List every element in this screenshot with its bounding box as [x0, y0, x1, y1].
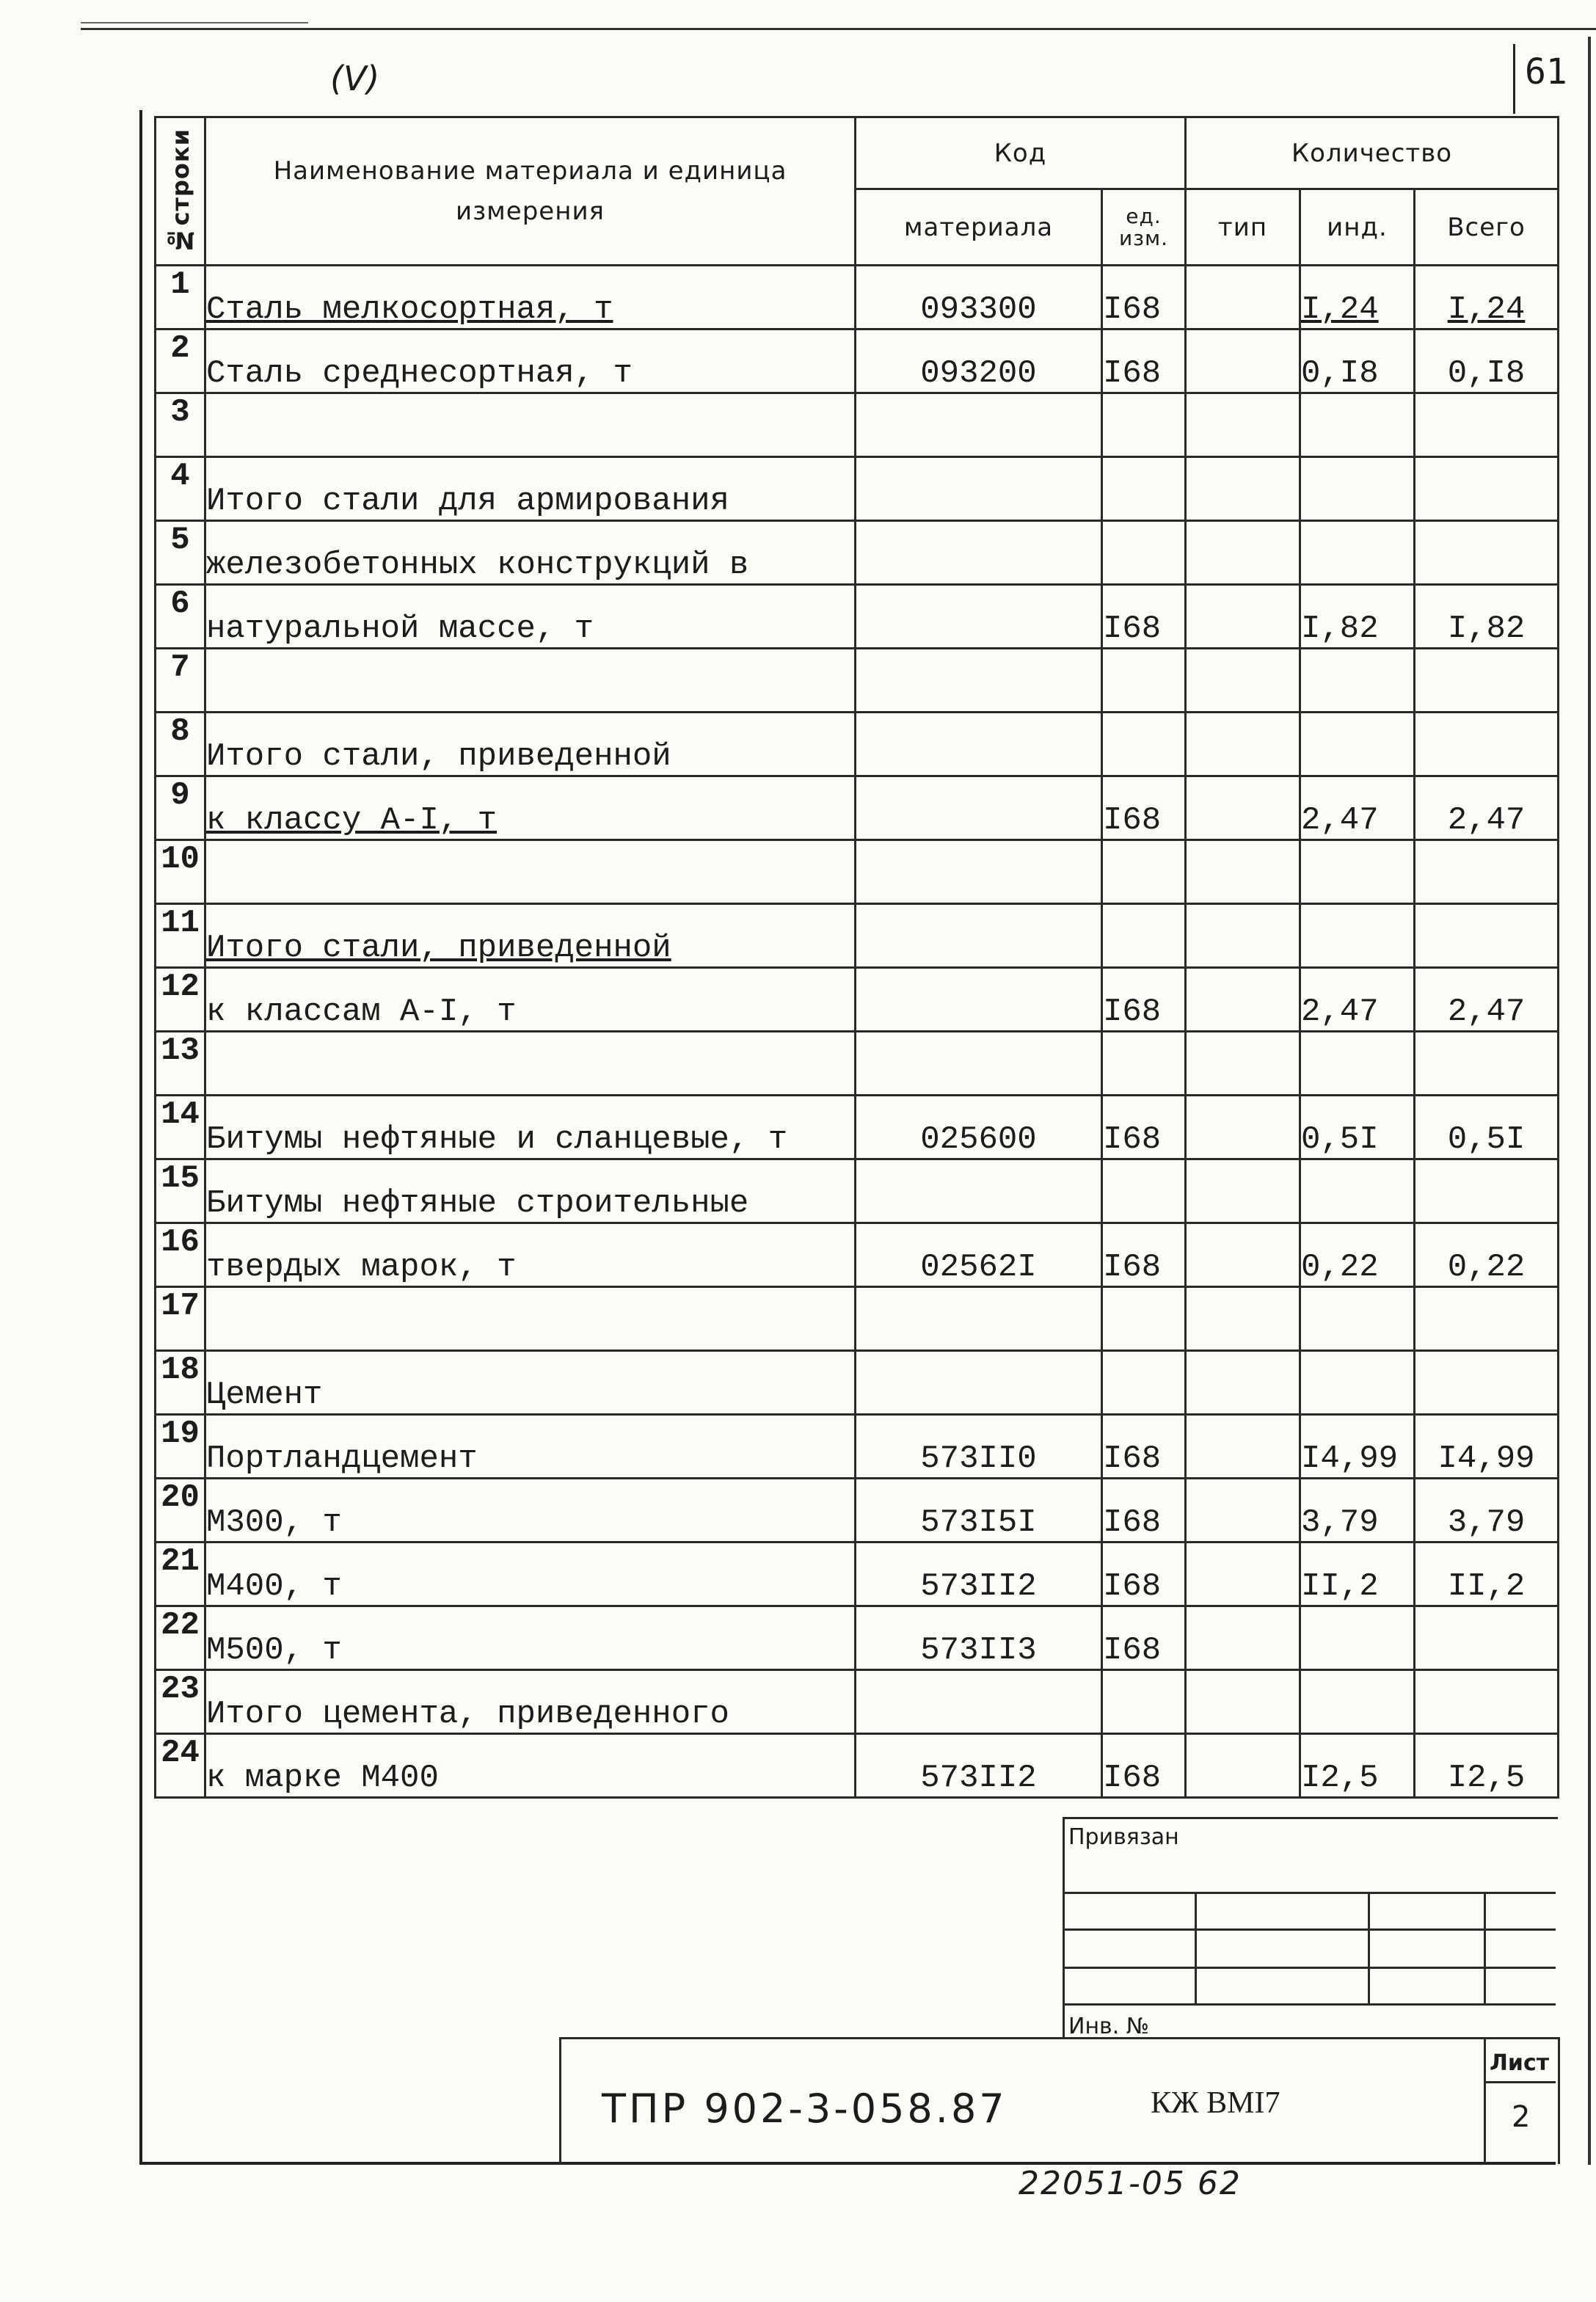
qty-ind [1300, 1351, 1415, 1415]
material-code [856, 585, 1102, 649]
header-code-material: материала [856, 189, 1102, 266]
unit-code [1102, 1287, 1186, 1351]
material-name: М300, т [205, 1479, 856, 1542]
row-number: 9 [156, 776, 205, 840]
right-frame-line [1588, 37, 1591, 2165]
header-code-unit: ед. изм. [1102, 189, 1186, 266]
unit-code [1102, 840, 1186, 904]
row-number: 22 [156, 1606, 205, 1670]
table-row [156, 904, 1559, 968]
material-code: 093300 [856, 266, 1102, 329]
row-number: 21 [156, 1542, 205, 1606]
qty-ind [1300, 649, 1415, 713]
material-code: 025600 [856, 1096, 1102, 1159]
unit-code [1102, 393, 1186, 457]
bottom-note: 22051-05 62 [1019, 2165, 1242, 2202]
qty-type [1186, 393, 1300, 457]
material-code [856, 649, 1102, 713]
qty-total [1415, 1287, 1559, 1351]
material-code [856, 968, 1102, 1032]
qty-ind [1300, 1159, 1415, 1223]
table-row [156, 1096, 1559, 1159]
qty-total: I,82 [1415, 585, 1559, 649]
qty-type [1186, 1032, 1300, 1096]
material-name: к марке М400 [205, 1734, 856, 1798]
material-code: 02562I [856, 1223, 1102, 1287]
qty-type [1186, 649, 1300, 713]
qty-type [1186, 1542, 1300, 1606]
table-row [156, 713, 1559, 776]
table-row [156, 393, 1559, 457]
unit-code: I68 [1102, 1096, 1186, 1159]
page-number-divider [1513, 44, 1515, 114]
unit-code: I68 [1102, 776, 1186, 840]
material-code [856, 521, 1102, 585]
stamp-line [1063, 1967, 1556, 1969]
stamp-line [1484, 1892, 1486, 2003]
qty-total: 0,22 [1415, 1223, 1559, 1287]
material-name: Цемент [205, 1351, 856, 1415]
material-code: 573II2 [856, 1542, 1102, 1606]
material-name: железобетонных конструкций в [205, 521, 856, 585]
table-row [156, 521, 1559, 585]
qty-ind [1300, 1032, 1415, 1096]
material-name: Портландцемент [205, 1415, 856, 1479]
row-number: 16 [156, 1223, 205, 1287]
row-number: 5 [156, 521, 205, 585]
qty-type [1186, 904, 1300, 968]
material-code: 573II0 [856, 1415, 1102, 1479]
row-number: 14 [156, 1096, 205, 1159]
qty-type [1186, 1096, 1300, 1159]
page-number: 61 [1525, 51, 1567, 92]
stamp-privyazan-label: Привязан [1068, 1824, 1179, 1850]
material-name [205, 840, 856, 904]
stamp-line [1063, 2003, 1556, 2006]
qty-type [1186, 521, 1300, 585]
qty-ind: I,24 [1300, 266, 1415, 329]
unit-code [1102, 713, 1186, 776]
qty-ind [1300, 713, 1415, 776]
qty-ind [1300, 1606, 1415, 1670]
header-code-group: Код [856, 117, 1186, 189]
unit-code [1102, 521, 1186, 585]
qty-ind: II,2 [1300, 1542, 1415, 1606]
material-code [856, 904, 1102, 968]
qty-type [1186, 840, 1300, 904]
unit-code: I68 [1102, 968, 1186, 1032]
unit-code: I68 [1102, 1542, 1186, 1606]
qty-total [1415, 713, 1559, 776]
qty-type [1186, 713, 1300, 776]
unit-code [1102, 649, 1186, 713]
unit-code: I68 [1102, 1415, 1186, 1479]
material-code [856, 1351, 1102, 1415]
qty-total [1415, 393, 1559, 457]
row-number: 8 [156, 713, 205, 776]
row-number: 23 [156, 1670, 205, 1734]
qty-total [1415, 1670, 1559, 1734]
unit-code: I68 [1102, 1223, 1186, 1287]
qty-ind [1300, 1287, 1415, 1351]
qty-ind: I4,99 [1300, 1415, 1415, 1479]
qty-ind [1300, 457, 1415, 521]
row-number: 13 [156, 1032, 205, 1096]
unit-code [1102, 1670, 1186, 1734]
qty-total [1415, 649, 1559, 713]
material-name: к классу А-I, т [205, 776, 856, 840]
qty-total: 2,47 [1415, 968, 1559, 1032]
material-name: Битумы нефтяные и сланцевые, т [205, 1096, 856, 1159]
table-row [156, 1479, 1559, 1542]
material-code [856, 1670, 1102, 1734]
unit-code: I68 [1102, 1479, 1186, 1542]
qty-total: 3,79 [1415, 1479, 1559, 1542]
unit-code [1102, 1351, 1186, 1415]
stamp-inv-label: Инв. № [1068, 2014, 1150, 2039]
top-edge-line-short [81, 22, 308, 23]
table-body [156, 266, 1559, 1798]
unit-code: I68 [1102, 329, 1186, 393]
header-qty-ind: инд. [1300, 189, 1415, 266]
material-code: 573II2 [856, 1734, 1102, 1798]
qty-type [1186, 1415, 1300, 1479]
material-name: твердых марок, т [205, 1223, 856, 1287]
row-number: 24 [156, 1734, 205, 1798]
qty-ind [1300, 1670, 1415, 1734]
qty-type [1186, 1479, 1300, 1542]
qty-ind: 3,79 [1300, 1479, 1415, 1542]
material-code [856, 457, 1102, 521]
row-number: 15 [156, 1159, 205, 1223]
materials-table [154, 116, 1559, 1799]
document-code: ТПР 902-3-058.87 [602, 2086, 1007, 2132]
qty-type [1186, 1223, 1300, 1287]
unit-code: I68 [1102, 1606, 1186, 1670]
material-name: М400, т [205, 1542, 856, 1606]
material-name [205, 1287, 856, 1351]
material-code [856, 1159, 1102, 1223]
qty-total [1415, 1032, 1559, 1096]
stamp-line [1368, 1892, 1370, 2003]
material-name: Итого стали, приведенной [205, 713, 856, 776]
unit-code: I68 [1102, 266, 1186, 329]
header-name: Наименование материала и единица измерения [205, 117, 856, 266]
qty-type [1186, 1159, 1300, 1223]
table-row [156, 649, 1559, 713]
qty-ind [1300, 521, 1415, 585]
material-code [856, 393, 1102, 457]
qty-ind: 0,I8 [1300, 329, 1415, 393]
qty-total [1415, 840, 1559, 904]
material-name: Итого стали, приведенной [205, 904, 856, 968]
qty-type [1186, 1287, 1300, 1351]
material-code [856, 1032, 1102, 1096]
material-code: 573II3 [856, 1606, 1102, 1670]
qty-total: I2,5 [1415, 1734, 1559, 1798]
header-qty-total: Всего [1415, 189, 1559, 266]
qty-type [1186, 1606, 1300, 1670]
row-number: 1 [156, 266, 205, 329]
qty-ind: 2,47 [1300, 776, 1415, 840]
unit-code [1102, 904, 1186, 968]
qty-total: I4,99 [1415, 1415, 1559, 1479]
qty-total: 2,47 [1415, 776, 1559, 840]
material-code [856, 1287, 1102, 1351]
table-row [156, 968, 1559, 1032]
material-name [205, 649, 856, 713]
unit-code [1102, 1032, 1186, 1096]
qty-total [1415, 1606, 1559, 1670]
material-code: 093200 [856, 329, 1102, 393]
qty-type [1186, 329, 1300, 393]
material-code [856, 840, 1102, 904]
sheet-divider [1484, 2081, 1556, 2083]
qty-total: 0,I8 [1415, 329, 1559, 393]
table-row [156, 457, 1559, 521]
row-number: 6 [156, 585, 205, 649]
sheet-number: 2 [1512, 2100, 1531, 2134]
qty-total: 0,5I [1415, 1096, 1559, 1159]
qty-type [1186, 585, 1300, 649]
qty-type [1186, 776, 1300, 840]
table-row [156, 1542, 1559, 1606]
unit-code [1102, 457, 1186, 521]
table-row [156, 1223, 1559, 1287]
page-top-marker: (V) [330, 59, 380, 98]
qty-ind: I2,5 [1300, 1734, 1415, 1798]
table-row [156, 1734, 1559, 1798]
unit-code: I68 [1102, 585, 1186, 649]
frame-left-line [139, 110, 142, 2165]
qty-ind [1300, 840, 1415, 904]
top-edge-line [81, 28, 1596, 30]
row-number: 12 [156, 968, 205, 1032]
qty-ind: I,82 [1300, 585, 1415, 649]
qty-type [1186, 968, 1300, 1032]
table-row [156, 1159, 1559, 1223]
sheet-divider [1484, 2037, 1486, 2162]
unit-code: I68 [1102, 1734, 1186, 1798]
table-row [156, 1415, 1559, 1479]
qty-ind: 2,47 [1300, 968, 1415, 1032]
row-number: 17 [156, 1287, 205, 1351]
qty-ind: 0,5I [1300, 1096, 1415, 1159]
row-number: 7 [156, 649, 205, 713]
qty-total: I,24 [1415, 266, 1559, 329]
header-row-number: №строки [156, 117, 205, 266]
material-name: к классам А-I, т [205, 968, 856, 1032]
qty-ind [1300, 393, 1415, 457]
material-code: 573I5I [856, 1479, 1102, 1542]
qty-total [1415, 521, 1559, 585]
material-name: натуральной массе, т [205, 585, 856, 649]
stamp-line [1195, 1892, 1197, 2003]
qty-total [1415, 457, 1559, 521]
qty-total [1415, 1159, 1559, 1223]
row-number: 20 [156, 1479, 205, 1542]
material-name: Итого цемента, приведенного [205, 1670, 856, 1734]
row-number: 3 [156, 393, 205, 457]
unit-code [1102, 1159, 1186, 1223]
table-row [156, 266, 1559, 329]
qty-type [1186, 457, 1300, 521]
document-mark: КЖ ВМI7 [1151, 2086, 1280, 2120]
qty-type [1186, 1670, 1300, 1734]
table-row [156, 840, 1559, 904]
row-number: 4 [156, 457, 205, 521]
table-row [156, 585, 1559, 649]
row-number: 18 [156, 1351, 205, 1415]
qty-ind [1300, 904, 1415, 968]
table-row [156, 1032, 1559, 1096]
material-code [856, 713, 1102, 776]
material-name [205, 393, 856, 457]
qty-ind: 0,22 [1300, 1223, 1415, 1287]
material-name: Сталь среднесортная, т [205, 329, 856, 393]
table-row [156, 776, 1559, 840]
row-number: 2 [156, 329, 205, 393]
table-row [156, 329, 1559, 393]
qty-total [1415, 1351, 1559, 1415]
table-row [156, 1670, 1559, 1734]
row-number: 10 [156, 840, 205, 904]
table-row [156, 1287, 1559, 1351]
qty-total: II,2 [1415, 1542, 1559, 1606]
row-number: 11 [156, 904, 205, 968]
stamp-line [1063, 1928, 1556, 1931]
header-quantity-group: Количество [1186, 117, 1559, 189]
sheet-label: Лист [1490, 2050, 1550, 2076]
qty-type [1186, 1734, 1300, 1798]
table-row [156, 1351, 1559, 1415]
qty-type [1186, 266, 1300, 329]
material-name [205, 1032, 856, 1096]
material-name: Сталь мелкосортная, т [205, 266, 856, 329]
table-row [156, 1606, 1559, 1670]
material-name: М500, т [205, 1606, 856, 1670]
stamp-line [1063, 1892, 1556, 1894]
qty-type [1186, 1351, 1300, 1415]
material-name: Битумы нефтяные строительные [205, 1159, 856, 1223]
qty-total [1415, 904, 1559, 968]
row-number: 19 [156, 1415, 205, 1479]
material-code [856, 776, 1102, 840]
header-qty-type: тип [1186, 189, 1300, 266]
material-name: Итого стали для армирования [205, 457, 856, 521]
